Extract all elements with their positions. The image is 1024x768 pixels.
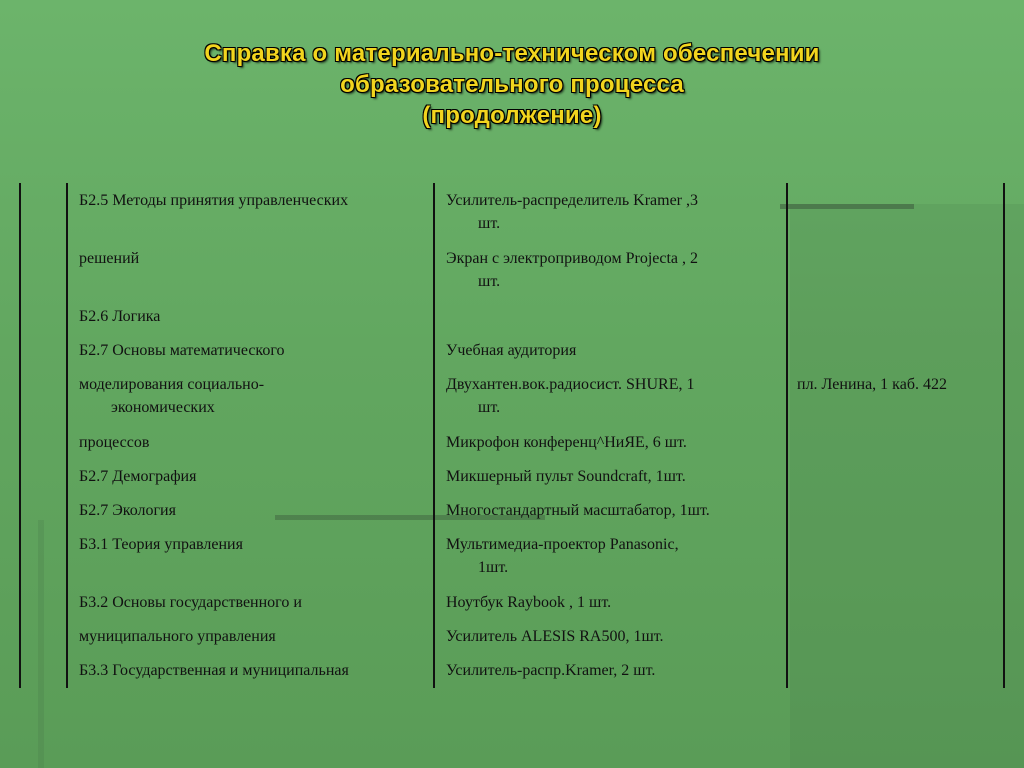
table-border-left: [19, 183, 21, 688]
discipline-line: Б2.7 Основы математического: [79, 342, 285, 359]
equipment-item: Микшерный пульт Soundcraft, 1шт.: [446, 468, 686, 485]
discipline-line: решений: [79, 250, 140, 267]
equipment-item-cont: 1шт.: [478, 559, 509, 576]
equipment-item: [446, 373, 694, 419]
discipline-line: муниципального управления: [79, 628, 276, 645]
discipline-line-text: моделирования социально-: [79, 376, 265, 393]
discipline-line-cont: экономических: [111, 399, 215, 416]
discipline-line: Б3.2 Основы государственного и: [79, 594, 302, 611]
title-line-3: (продолжение): [422, 102, 602, 129]
equipment-item: Многостандартный масштабатор, 1шт.: [446, 502, 710, 519]
discipline-line: Б2.7 Экология: [79, 502, 176, 519]
slide-title: [0, 38, 1024, 131]
equipment-item-text: Двухантен.вок.радиосист. SHURE, 1: [446, 376, 695, 393]
room-address: пл. Ленина, 1 каб. 422: [797, 376, 947, 393]
equipment-item: Учебная аудитория: [446, 342, 577, 359]
discipline-line: [79, 373, 264, 419]
equipment-item-cont: шт.: [478, 215, 501, 232]
discipline-line: Б2.6 Логика: [79, 308, 161, 325]
equipment-item-text: Экран с электроприводом Projecta , 2: [446, 250, 699, 267]
discipline-line: Б3.3 Государственная и муниципальная: [79, 662, 349, 679]
equipment-item: Ноутбук Raybook , 1 шт.: [446, 594, 612, 611]
discipline-line: Б2.5 Методы принятия управленческих: [79, 192, 349, 209]
table-border-right: [1003, 183, 1005, 688]
equipment-item: Усилитель-распр.Kramer, 2 шт.: [446, 662, 656, 679]
discipline-line: процессов: [79, 434, 150, 451]
decor-band-right: [790, 204, 1024, 768]
decor-line-top: [780, 204, 914, 209]
equipment-item-cont: шт.: [478, 273, 501, 290]
equipment-item-cont: шт.: [478, 399, 501, 416]
discipline-line: Б2.7 Демография: [79, 468, 197, 485]
discipline-line: Б3.1 Теория управления: [79, 536, 243, 553]
table-divider-1: [66, 183, 68, 688]
title-line-2: образовательного процесса: [340, 71, 684, 98]
equipment-item: Микрофон конференц^НиЯЕ, 6 шт.: [446, 434, 687, 451]
equipment-item: Усилитель ALESIS RA500, 1шт.: [446, 628, 664, 645]
table-divider-2: [433, 183, 435, 688]
title-line-1: Справка о материально-техническом обеспечении: [204, 40, 820, 67]
equipment-item: [446, 247, 698, 293]
equipment-item-text: Мультимедиа-проектор Panasonic,: [446, 536, 679, 553]
equipment-item-text: Усилитель-распределитель Kramer ,3: [446, 192, 698, 209]
decor-band-left: [38, 520, 44, 768]
table-divider-3: [786, 183, 788, 688]
equipment-item: [446, 533, 679, 579]
equipment-item: [446, 189, 698, 235]
